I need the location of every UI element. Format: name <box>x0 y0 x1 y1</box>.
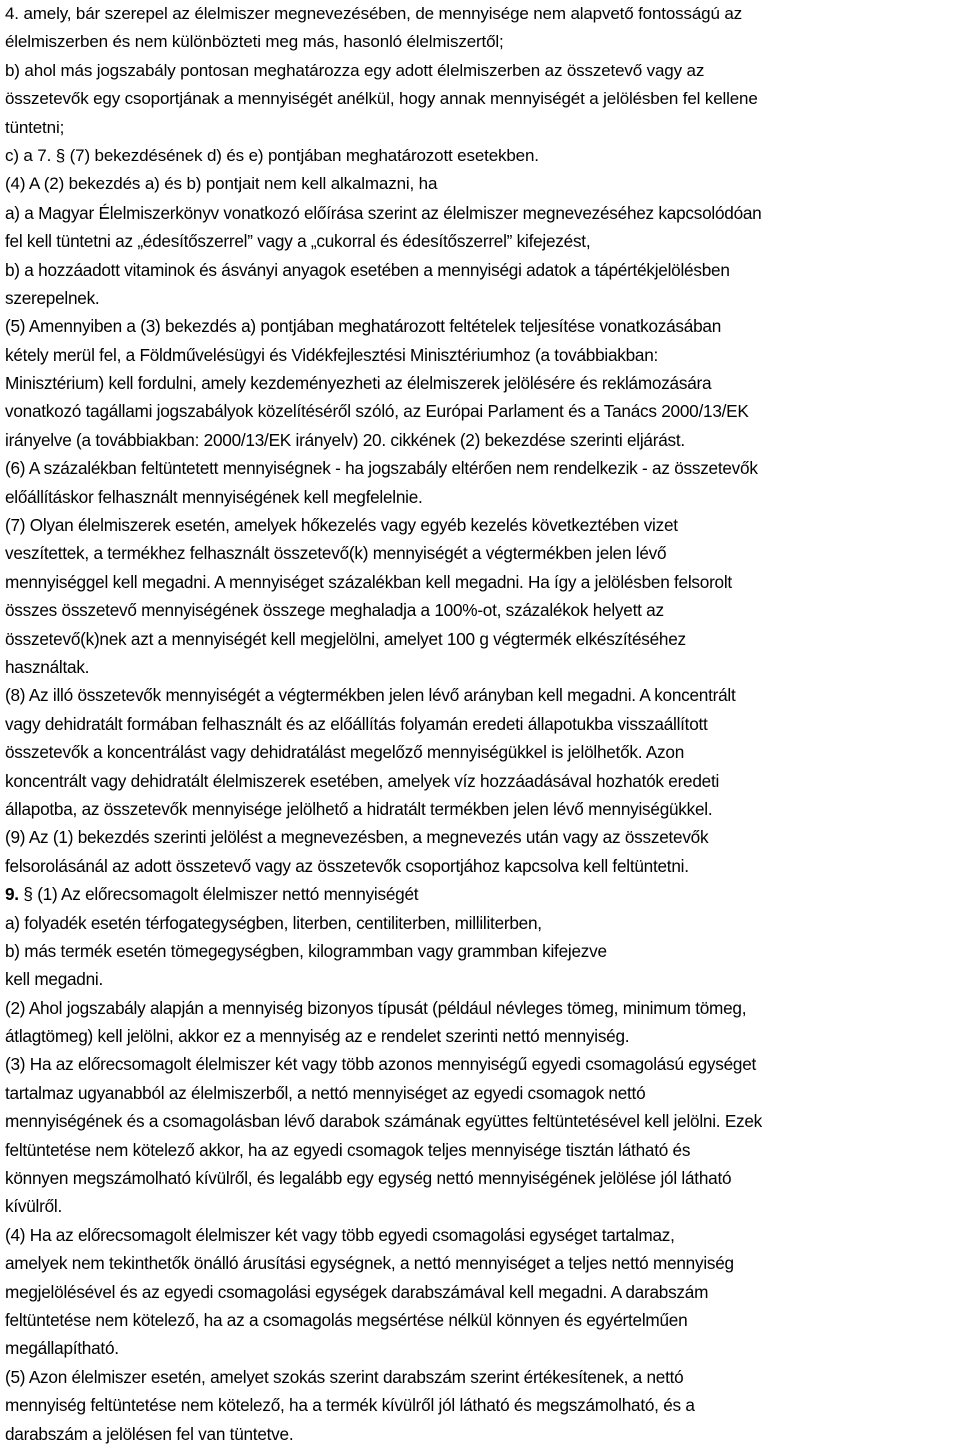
text-line <box>5 767 958 795</box>
line-text: (5) Amennyiben a (3) bekezdés a) pontjában meghatározott feltételek teljesítése vonatkozásában <box>5 316 722 337</box>
text-line <box>5 511 958 539</box>
line-text: b) a hozzáadott vitaminok és ásványi anyagok esetében a mennyiségi adatok a tápértékjelölésben <box>5 259 730 280</box>
line-text: b) más termék esetén tömegegységben, kilogrammban vagy grammban kifejezve <box>5 940 607 961</box>
line-text: (7) Olyan élelmiszerek esetén, amelyek hőkezelés vagy egyéb kezelés következtében vizet <box>5 515 678 536</box>
text-line <box>5 1306 958 1334</box>
line-text: tartalmaz ugyanabból az élelmiszerből, a nettó mennyiséget az egyedi csomagok nettó <box>5 1082 646 1103</box>
text-line <box>5 0 958 28</box>
line-text: összetevők a koncentrálást vagy dehidratálást megelőző mennyiségükkel is jelölhetők. Azon <box>5 742 685 763</box>
text-line <box>5 114 958 142</box>
text-line <box>5 142 958 170</box>
text-line <box>5 1136 958 1164</box>
line-text: összetevő(k)nek azt a mennyiségét kell megjelölni, amelyet 100 g végtermék elkészítéséhez <box>5 628 686 649</box>
text-line <box>5 85 958 113</box>
text-line <box>5 57 958 85</box>
text-line <box>5 284 958 312</box>
line-text: (4) A (2) bekezdés a) és b) pontjait nem kell alkalmazni, ha <box>5 174 438 194</box>
line-text: mennyiséggel kell megadni. A mennyiséget százalékban kell megadni. Ha így a jelölésben felsorolt <box>5 571 732 592</box>
text-line <box>5 1050 958 1078</box>
line-text: a) folyadék esetén térfogategységben, literben, centiliterben, milliliterben, <box>5 912 542 933</box>
text-line <box>5 1022 958 1050</box>
line-text: állapotba, az összetevők mennyisége jelölhető a hidratált termékben jelen lévő mennyiségükkel. <box>5 798 713 819</box>
text-line <box>5 1420 958 1448</box>
section-number: 9. <box>5 884 19 905</box>
text-line <box>5 397 958 425</box>
line-text: feltüntetése nem kötelező, ha az a csomagolás megsértése nélkül könnyen és egyértelműen <box>5 1309 688 1330</box>
text-line <box>5 795 958 823</box>
line-text: (5) Azon élelmiszer esetén, amelyet szokás szerint darabszám szerint értékesítenek, a nettó <box>5 1366 684 1387</box>
text-line <box>5 28 958 56</box>
text-line <box>5 994 958 1022</box>
line-text: feltüntetése nem kötelező akkor, ha az egyedi csomagok teljes mennyisége tisztán látható és <box>5 1139 691 1160</box>
line-text: (3) Ha az előrecsomagolt élelmiszer két vagy több azonos mennyiségű egyedi csomagolású egységet <box>5 1054 757 1075</box>
line-text: Minisztérium) kell fordulni, amely kezdeményezheti az élelmiszerek jelölésére és reklámozására <box>5 373 712 394</box>
line-text: átlagtömeg) kell jelölni, akkor ez a mennyiség az e rendelet szerinti nettó mennyiség. <box>5 1026 630 1047</box>
line-text: mennyiségének és a csomagolásban lévő darabok számának együttes feltüntetésével kell jelölni. Ezek <box>5 1111 763 1132</box>
line-text: koncentrált vagy dehidratált élelmiszerek esetében, amelyek víz hozzáadásával hozhatók eredeti <box>5 770 720 791</box>
line-text: használtak. <box>5 656 90 677</box>
text-line <box>5 1192 958 1220</box>
text-line <box>5 1334 958 1362</box>
line-text: könnyen megszámolható kívülről, és legalább egy egység nettó mennyiségének jelölése jól látható <box>5 1168 732 1189</box>
text-line <box>5 312 958 340</box>
text-line <box>5 568 958 596</box>
text-line <box>5 199 958 227</box>
text-line <box>5 1278 958 1306</box>
line-text: c) a 7. § (7) bekezdésének d) és e) pontjában meghatározott esetekben. <box>5 145 539 165</box>
text-line <box>5 596 958 624</box>
line-text: kívülről. <box>5 1196 62 1217</box>
text-line <box>5 852 958 880</box>
line-text: megállapítható. <box>5 1338 119 1359</box>
line-text: megjelölésével és az egyedi csomagolási egységek darabszámával kell megadni. A darabszám <box>5 1281 709 1302</box>
line-text: a) a Magyar Élelmiszerkönyv vonatkozó előírása szerint az élelmiszer megnevezéséhez kapcsolódóan <box>5 202 762 223</box>
line-text: veszítettek, a termékhez felhasznált összetevő(k) mennyiségét a végtermékben jelen lévő <box>5 543 667 564</box>
line-text: mennyiség feltüntetése nem kötelező, ha a termék kívülről jól látható és megszámolható, és a <box>5 1395 695 1416</box>
line-text: (2) Ahol jogszabály alapján a mennyiség bizonyos típusát (például névleges tömeg, minimum tömeg, <box>5 997 747 1018</box>
text-line <box>5 454 958 482</box>
line-text: 4. amely, bár szerepel az élelmiszer megnevezésében, de mennyisége nem alapvető fontosságú az <box>5 4 742 23</box>
line-text: tüntetni; <box>5 117 65 137</box>
text-line <box>5 1363 958 1391</box>
text-line <box>5 965 958 993</box>
text-line <box>5 823 958 851</box>
line-text: (6) A százalékban feltüntetett mennyiségnek - ha jogszabály eltérően nem rendelkezik - az összetevők <box>5 458 758 479</box>
document-body <box>5 0 958 1448</box>
text-line <box>5 1079 958 1107</box>
line-text: (9) Az (1) bekezdés szerinti jelölést a megnevezésben, a megnevezés után vagy az összetevők <box>5 827 709 848</box>
text-line <box>5 426 958 454</box>
line-text: fel kell tüntetni az „édesítőszerrel” vagy a „cukorral és édesítőszerrel” kifejezést, <box>5 231 591 252</box>
line-text: § (1) Az előrecsomagolt élelmiszer nettó mennyiségét <box>18 884 419 905</box>
text-line <box>5 369 958 397</box>
text-line <box>5 937 958 965</box>
text-line <box>5 653 958 681</box>
text-line <box>5 539 958 567</box>
text-line <box>5 1164 958 1192</box>
line-text: amelyek nem tekinthetők önálló árusítási egységnek, a nettó mennyiséget a teljes nettó mennyiség <box>5 1253 734 1274</box>
line-text: darabszám a jelölésen fel van tüntetve. <box>5 1423 294 1444</box>
line-text: felsorolásánál az adott összetevő vagy az összetevők csoportjához kapcsolva kell feltüntetni. <box>5 855 689 876</box>
text-line <box>5 625 958 653</box>
line-text: b) ahol más jogszabály pontosan meghatározza egy adott élelmiszerben az összetevő vagy az <box>5 60 705 80</box>
text-line <box>5 1391 958 1419</box>
text-line <box>5 256 958 284</box>
line-text: vagy dehidratált formában felhasznált és az előállítás folyamán eredeti állapotukba visszaállított <box>5 713 708 734</box>
text-line <box>5 1221 958 1249</box>
text-line <box>5 880 958 908</box>
line-text: kétely merül fel, a Földművelésügyi és Vidékfejlesztési Minisztériumhoz (a továbbiakban: <box>5 344 659 365</box>
line-text: összetevők egy csoportjának a mennyiségét anélkül, hogy annak mennyiségét a jelölésben fel kellene <box>5 89 758 109</box>
line-text: előállításkor felhasznált mennyiségének kell megfelelnie. <box>5 486 423 507</box>
line-text: (4) Ha az előrecsomagolt élelmiszer két vagy több egyedi csomagolási egységet tartalmaz, <box>5 1224 675 1245</box>
text-line <box>5 1107 958 1135</box>
line-text: összes összetevő mennyiségének összege meghaladja a 100%-ot, százalékok helyett az <box>5 600 664 621</box>
text-line <box>5 710 958 738</box>
text-line <box>5 681 958 709</box>
line-text: vonatkozó tagállami jogszabályok közelítéséről szóló, az Európai Parlament és a Tanács 2000/13/EK <box>5 401 749 422</box>
line-text: irányelve (a továbbiakban: 2000/13/EK irányelv) 20. cikkének (2) bekezdése szerinti eljárást. <box>5 429 685 450</box>
line-text: (8) Az illó összetevők mennyiségét a végtermékben jelen lévő arányban kell megadni. A koncentrált <box>5 685 736 706</box>
text-line <box>5 1249 958 1277</box>
line-text: szerepelnek. <box>5 287 100 308</box>
text-line <box>5 738 958 766</box>
text-line <box>5 170 958 198</box>
text-line <box>5 227 958 255</box>
line-text: élelmiszerben és nem különbözteti meg más, hasonló élelmiszertől; <box>5 32 504 52</box>
text-line <box>5 909 958 937</box>
text-line <box>5 341 958 369</box>
line-text: kell megadni. <box>5 969 104 990</box>
text-line <box>5 483 958 511</box>
